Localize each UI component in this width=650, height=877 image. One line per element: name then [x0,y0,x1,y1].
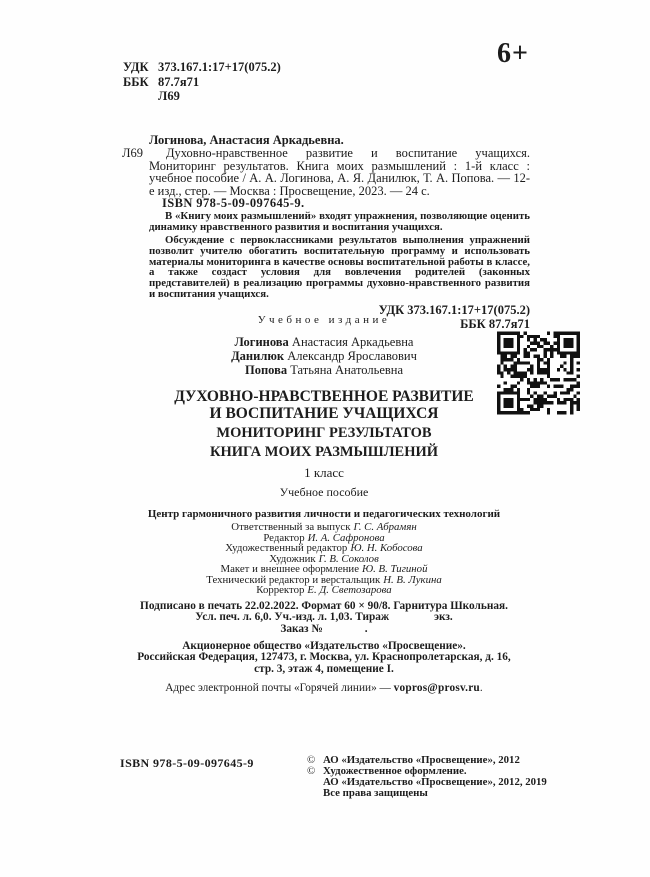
copyright-block [307,755,547,799]
author-given: Татьяна Анатольевна [290,363,404,377]
bbk-label: ББК [123,74,149,89]
copyright-line: АО «Издательство «Просвещение», 2012, 2019 [323,776,547,788]
hotline-email-line: Адрес электронной почты «Горячей линии» — vopros@prosv.ru. [165,681,483,694]
publisher-name: Акционерное общество «Издательство «Просвещение». [182,639,466,652]
credit-name: Н. В. Лукина [383,573,442,586]
book-subtitle-kniga: КНИГА МОИХ РАЗМЫШЛЕНИЙ [209,444,439,460]
authors-block [120,335,528,377]
author-surname: Попова [244,363,288,377]
credit-role: Художественный редактор [225,542,348,554]
center-organization: Центр гармоничного развития личности и педагогических технологий [147,508,501,520]
credit-role: Художник [269,552,316,565]
bbk-value: 87.7я71 [158,74,200,89]
credit-role: Ответственный за выпуск [231,521,351,533]
bibliographic-record [122,134,530,331]
margin-author-sign: Л69 [122,146,143,161]
udk-value: 373.167.1:17+17(075.2) [158,60,281,74]
edition-kind: Учебное пособие [279,485,369,499]
author-given: Александр Ярославович [287,349,417,363]
credit-role: Технический редактор и верстальщик [206,573,381,586]
annotation-2: Обсуждение с первоклассниками результатов выполнения упражнений позволит учителю обогатить воспитательную программу и использовать материалы мониторинга в качестве основы воспитательной работы в классе, а также создаст условия для вовлечения родителей (законных представителей) в реализацию программы духовно-нравственного развития и воспитания учащихся. [149,234,530,301]
print-line-2: Усл. печ. л. 6,0. Уч.-изд. л. 1,03. Тираж экз. [195,611,453,624]
book-title: ДУХОВНО-НРАВСТВЕННОЕ РАЗВИТИЕ И ВОСПИТАНИЕ УЧАЩИХСЯ [174,388,474,422]
author-given: Анастасия Аркадьевна [291,335,414,349]
udk-right: УДК 373.167.1:17+17(075.2) [378,302,530,317]
credit-line [120,543,528,554]
credit-name: Г. С. Абрамян [353,521,417,533]
hotline-email: vopros@prosv.ru [393,681,480,694]
imprint-column [120,314,528,694]
bbk-row [123,75,281,90]
author-line [120,349,528,363]
isbn-bottom: ISBN 978-5-09-097645-9 [120,756,254,770]
author-sign: Л69 [158,89,180,103]
udk-row [123,60,281,75]
print-line-1: Подписано в печать 22.02.2022. Формат 60 × 90/8. Гарнитура Школьная. [140,599,508,612]
credit-name: Е. Д. Светозарова [307,584,392,596]
isbn-top: ISBN 978-5-09-097645-9. [162,196,305,211]
classification-codes-top [123,60,281,104]
author-surname: Данилюк [231,349,285,363]
copyright-icon: © [307,765,316,777]
credit-role: Корректор [256,584,305,596]
copyright-line: © АО «Издательство «Просвещение», 2012 [307,754,520,766]
credits-block [120,522,528,596]
grade-label: 1 класс [304,465,344,480]
edition-type: Учебное издание [257,314,391,326]
credit-name: И. А. Сафронова [307,531,385,544]
credit-line [120,585,528,596]
copyright-line: © Художественное оформление. [307,765,467,777]
credit-line [120,522,528,533]
bbk-right: ББК 87.7я71 [460,316,530,331]
credit-name: Г. В. Соколов [318,552,379,565]
credit-name: Ю. В. Тигиной [362,563,428,575]
print-info-block [120,601,528,636]
credit-name: Ю. Н. Кобосова [350,542,423,554]
copyright-icon: © [307,754,316,766]
publisher-block [120,641,528,676]
credit-role: Макет и внешнее оформление [220,563,360,575]
age-rating-badge: 6+ [497,38,529,69]
order-line: Заказ № . [280,623,368,636]
annotation-1: В «Книгу моих размышлений» входят упражнения, позволяющие оценить динамику нравственного развития и воспитания учащихся. [149,210,530,234]
book-subtitle-monitoring: МОНИТОРИНГ РЕЗУЛЬТАТОВ [216,425,432,441]
record-wrap [122,147,530,197]
credit-role: Редактор [263,531,305,544]
copyright-line: Все права защищены [323,787,428,799]
author-surname: Логинова [234,335,289,349]
author-line [120,363,528,377]
author-sign-row [123,89,281,104]
author-heading: Логинова, Анастасия Аркадьевна. [149,133,344,147]
author-line [120,335,528,349]
publisher-address-1: Российская Федерация, 127473, г. Москва, ул. Краснопролетарская, д. 16, [137,651,511,664]
udk-label: УДК [123,60,149,74]
publisher-address-2: стр. 3, этаж 4, помещение I. [254,663,394,676]
record-text: Духовно-нравственное развитие и воспитание учащихся. Мониторинг результатов. Книга моих размышлений : 1-й класс : учебное пособие / А. А. Логинова, А. Я. Данилюк, Т. А. Попова. — 12-е изд., стер. — Москва : Просвещение, 2023. — 24 с. [149,146,530,198]
